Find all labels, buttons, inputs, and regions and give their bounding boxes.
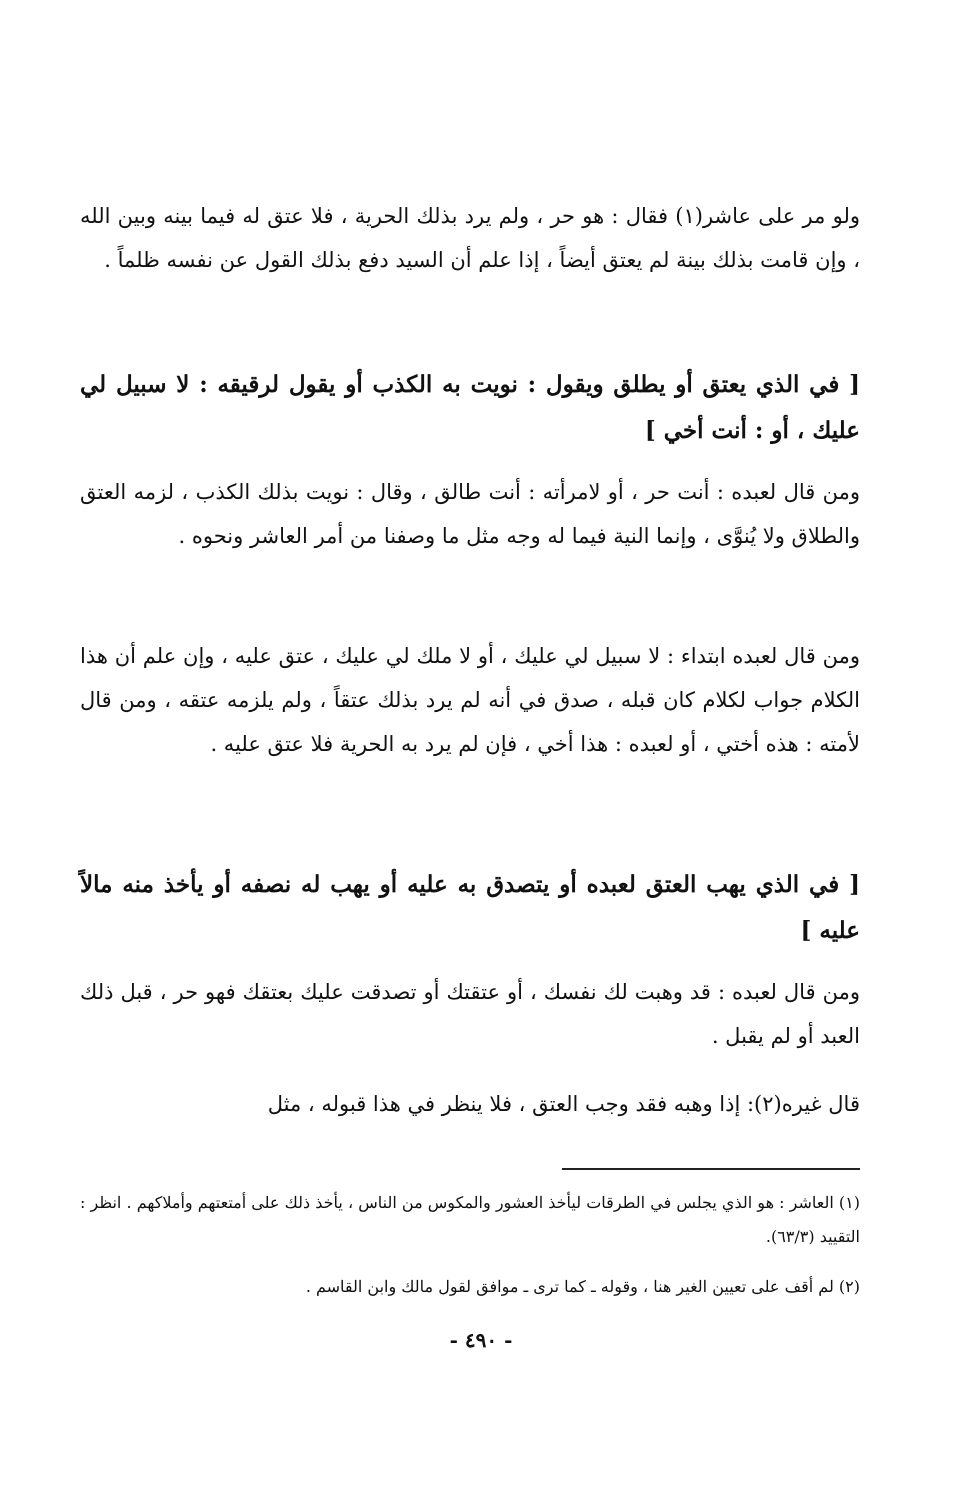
paragraph-4: ومن قال لعبده : قد وهبت لك نفسك ، أو عتقتك أو تصدقت عليك بعتقك فهو حر ، قبل ذلك العبد أو لم يقبل . (80, 980, 860, 1048)
paragraph-1: ولو مر على عاشر(١) فقال : هو حر ، ولم يرد بذلك الحرية ، فلا عتق له فيما بينه وبين الله ، وإن قامت بذلك بينة لم يعتق أيضاً ، إذا علم أن السيد دفع بذلك القول عن نفسه ظلماً . (80, 204, 860, 272)
paragraph-5: قال غيره(٢): إذا وهبه فقد وجب العتق ، فلا ينظر في هذا قبوله ، مثل (267, 1092, 860, 1116)
footnote-1: (١) العاشر : هو الذي يجلس في الطرقات ليأخذ العشور والمكوس من الناس ، يأخذ ذلك على أمتعتهم وأملاكهم . انظر : التقييد (٦٣/٣). (80, 1193, 861, 1246)
section-heading-2: [ في الذي يهب العتق لعبده أو يتصدق به عليه أو يهب له نصفه أو يأخذ منه مالاً عليه ] (80, 871, 860, 944)
page-number: - ٤٩٠ - (449, 1328, 513, 1352)
section-heading-1: [ في الذي يعتق أو يطلق ويقول : نويت به الكذب أو يقول لرقيقه : لا سبيل لي عليك ، أو : أنت أخي ] (80, 371, 860, 444)
footnote-2: (٢) لم أقف على تعيين الغير هنا ، وقوله ـ كما ترى ـ موافق لقول مالك وابن القاسم . (305, 1277, 860, 1296)
paragraph-2: ومن قال لعبده : أنت حر ، أو لامرأته : أنت طالق ، وقال : نويت بذلك الكذب ، لزمه العتق والطلاق ولا يُنوَّى ، وإنما النية فيما له وجه مثل ما وصفنا من أمر العاشر ونحوه . (80, 480, 860, 548)
paragraph-3: ومن قال لعبده ابتداء : لا سبيل لي عليك ، أو لا ملك لي عليك ، عتق عليه ، وإن علم أن هذا الكلام جواب لكلام كان قبله ، صدق في أنه لم يرد بذلك عتقاً ، ولم يلزمه عتقه ، ومن قال لأمته : هذه أختي ، أو لعبده : هذا أخي ، فإن لم يرد به الحرية فلا عتق عليه . (80, 644, 860, 756)
footnote-separator (562, 1168, 860, 1170)
